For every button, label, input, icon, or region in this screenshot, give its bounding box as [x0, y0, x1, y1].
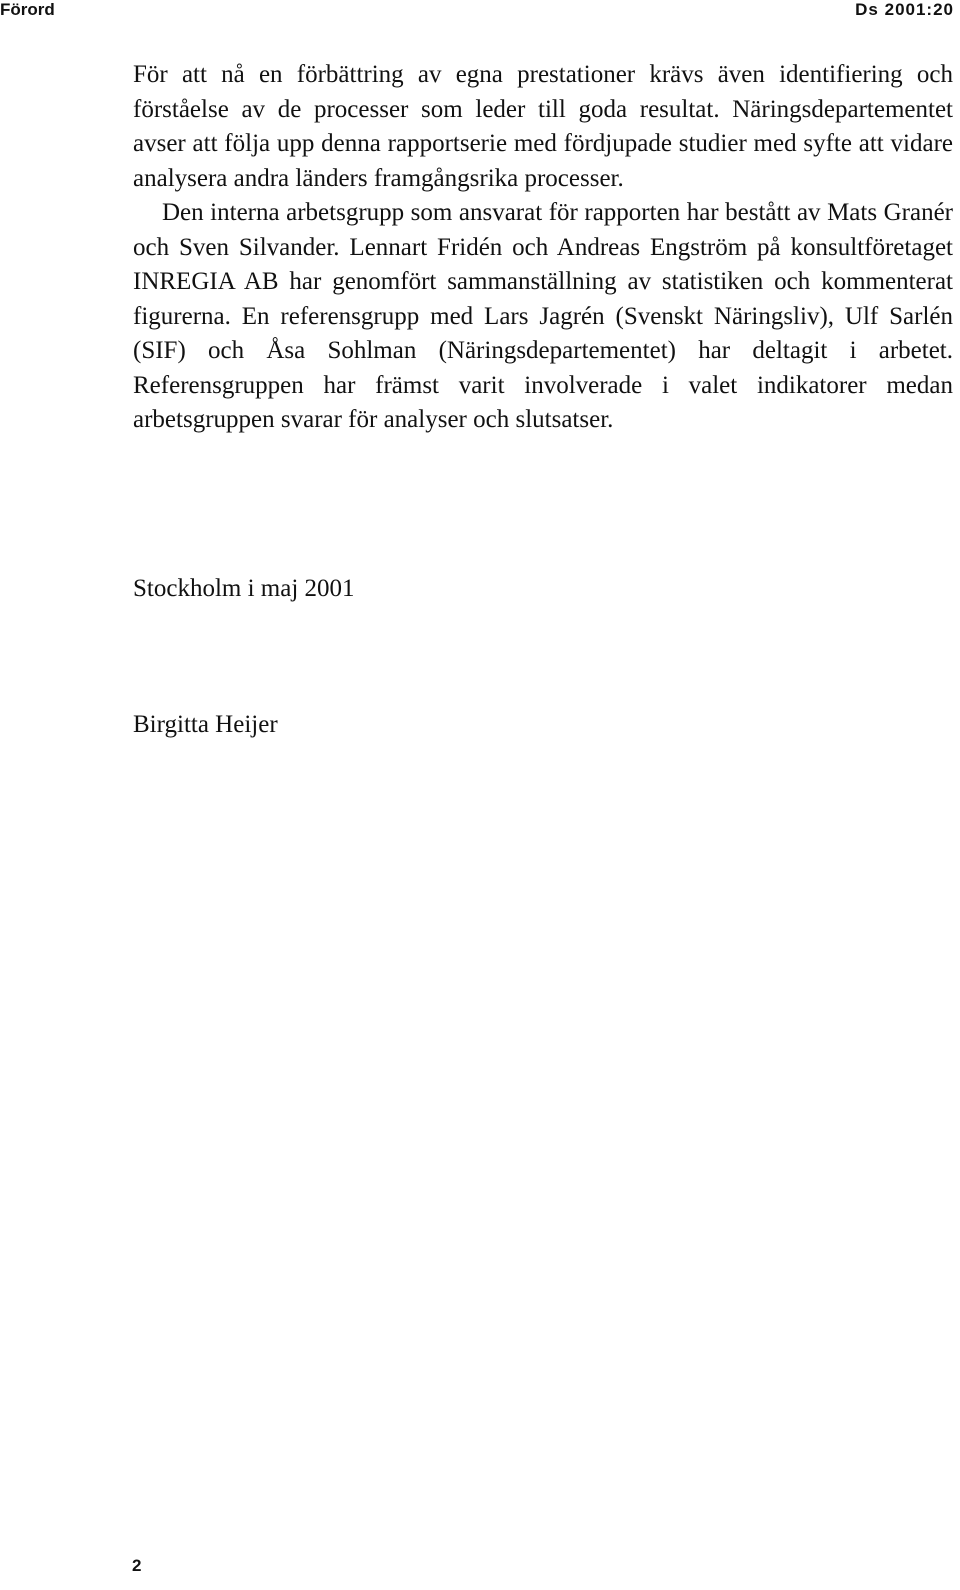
document-reference: Ds 2001:20	[855, 0, 954, 19]
body-text	[133, 58, 953, 438]
signature-name: Birgitta Heijer	[133, 711, 278, 738]
page-number: 2	[132, 1556, 142, 1575]
section-title: Förord	[0, 0, 55, 19]
running-header	[0, 0, 960, 30]
paragraph-1: För att nå en förbättring av egna prestationer krävs även identifiering och förståelse av de processer som leder till goda resultat. Näringsdepartementet avser att följa upp denna rapportserie med fördjupade studier med syfte att vidare analysera andra länders framgångsrika processer.	[133, 61, 953, 192]
place-date: Stockholm i maj 2001	[133, 575, 355, 602]
paragraph-2: Den interna arbetsgrupp som ansvarat för rapporten har bestått av Mats Granér och Sven Silvander. Lennart Fridén och Andreas Engström på konsultföretaget INREGIA AB har genomfört sammanställning av statistiken och kommenterat figurerna. En referensgrupp med Lars Jagrén (Svenskt Näringsliv), Ulf Sarlén (SIF) och Åsa Sohlman (Näringsdepartementet) har deltagit i arbetet. Referensgruppen har främst varit involverade i valet indikatorer medan arbetsgruppen svarar för analyser och slutsatser.	[133, 199, 953, 433]
